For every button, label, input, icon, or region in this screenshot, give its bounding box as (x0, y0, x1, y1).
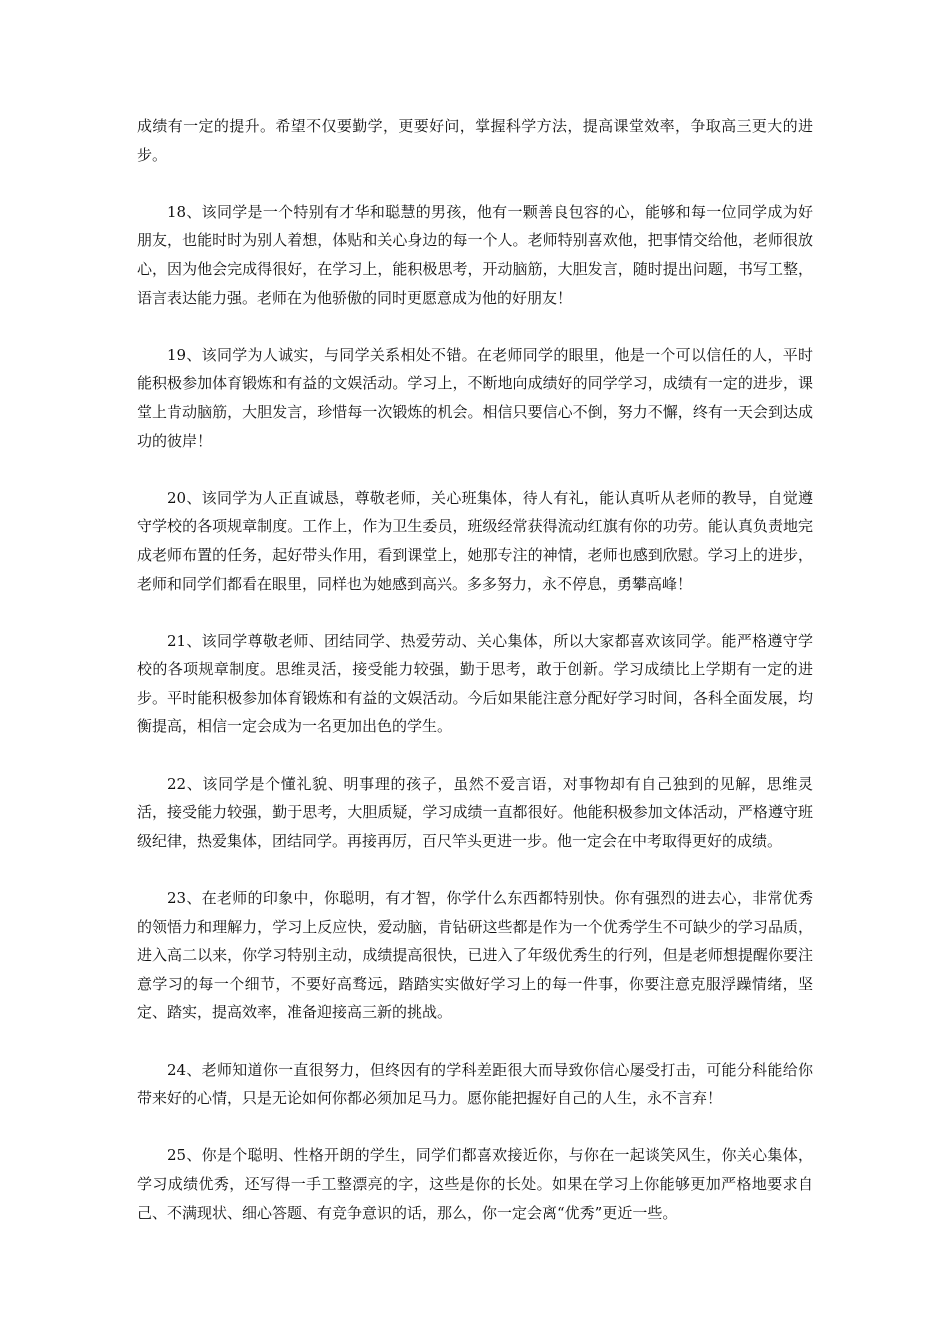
paragraph-24: 24、老师知道你一直很努力，但终因有的学科差距很大而导致你信心屡受打击，可能分科能给你带来好的心情，只是无论如何你都必须加足马力。愿你能把握好自己的人生，永不言弃！ (137, 1060, 813, 1108)
paragraph-25: 25、你是个聪明、性格开朗的学生，同学们都喜欢接近你，与你在一起谈笑风生，你关心集体，学习成绩优秀，还写得一手工整漂亮的字，这些是你的长处。如果在学习上你能够更加严格地要求自己、不满现状、细心答题、有竞争意识的话，那么，你一定会离“优秀”更近一些。 (137, 1146, 813, 1222)
document-body (137, 112, 813, 1256)
paragraph-18: 18、该同学是一个特别有才华和聪慧的男孩，他有一颗善良包容的心，能够和每一位同学成为好朋友，也能时时为别人着想，体贴和关心身边的每一个人。老师特别喜欢他，把事情交给他，老师很放心，因为他会完成得很好，在学习上，能积极思考，开动脑筋，大胆发言，随时提出问题，书写工整，语言表达能力强。老师在为他骄傲的同时更愿意成为他的好朋友！ (137, 202, 813, 307)
paragraph-22: 22、该同学是个懂礼貌、明事理的孩子，虽然不爱言语，对事物却有自己独到的见解，思维灵活，接受能力较强，勤于思考，大胆质疑，学习成绩一直都很好。他能积极参加文体活动，严格遵守班级纪律，热爱集体，团结同学。再接再厉，百尺竿头更进一步。他一定会在中考取得更好的成绩。 (137, 774, 813, 850)
paragraph-23: 23、在老师的印象中，你聪明，有才智，你学什么东西都特别快。你有强烈的进去心，非常优秀的领悟力和理解力，学习上反应快，爱动脑，肯钻研这些都是作为一个优秀学生不可缺少的学习品质，进入高二以来，你学习特别主动，成绩提高很快，已进入了年级优秀生的行列，但是老师想提醒你要注意学习的每一个细节，不要好高骛远，踏踏实实做好学习上的每一件事，你要注意克服浮躁情绪，坚定、踏实，提高效率，准备迎接高三新的挑战。 (137, 889, 813, 1022)
paragraph-20: 20、该同学为人正直诚恳，尊敬老师，关心班集体，待人有礼，能认真听从老师的教导，自觉遵守学校的各项规章制度。工作上，作为卫生委员，班级经常获得流动红旗有你的功劳。能认真负责地完成老师布置的任务，起好带头作用，看到课堂上，她那专注的神情，老师也感到欣慰。学习上的进步，老师和同学们都看在眼里，同样也为她感到高兴。多多努力，永不停息，勇攀高峰！ (137, 488, 813, 593)
paragraph-continuation: 成绩有一定的提升。希望不仅要勤学，更要好问，掌握科学方法，提高课堂效率，争取高三更大的进步。 (137, 117, 813, 164)
paragraph-19: 19、该同学为人诚实，与同学关系相处不错。在老师同学的眼里，他是一个可以信任的人，平时能积极参加体育锻炼和有益的文娱活动。学习上，不断地向成绩好的同学学习，成绩有一定的进步，课堂上肯动脑筋，大胆发言，珍惜每一次锻炼的机会。相信只要信心不倒，努力不懈，终有一天会到达成功的彼岸！ (137, 345, 813, 450)
paragraph-21: 21、该同学尊敬老师、团结同学、热爱劳动、关心集体，所以大家都喜欢该同学。能严格遵守学校的各项规章制度。思维灵活，接受能力较强，勤于思考，敢于创新。学习成绩比上学期有一定的进步。平时能积极参加体育锻炼和有益的文娱活动。今后如果能注意分配好学习时间，各科全面发展，均衡提高，相信一定会成为一名更加出色的学生。 (137, 631, 813, 736)
